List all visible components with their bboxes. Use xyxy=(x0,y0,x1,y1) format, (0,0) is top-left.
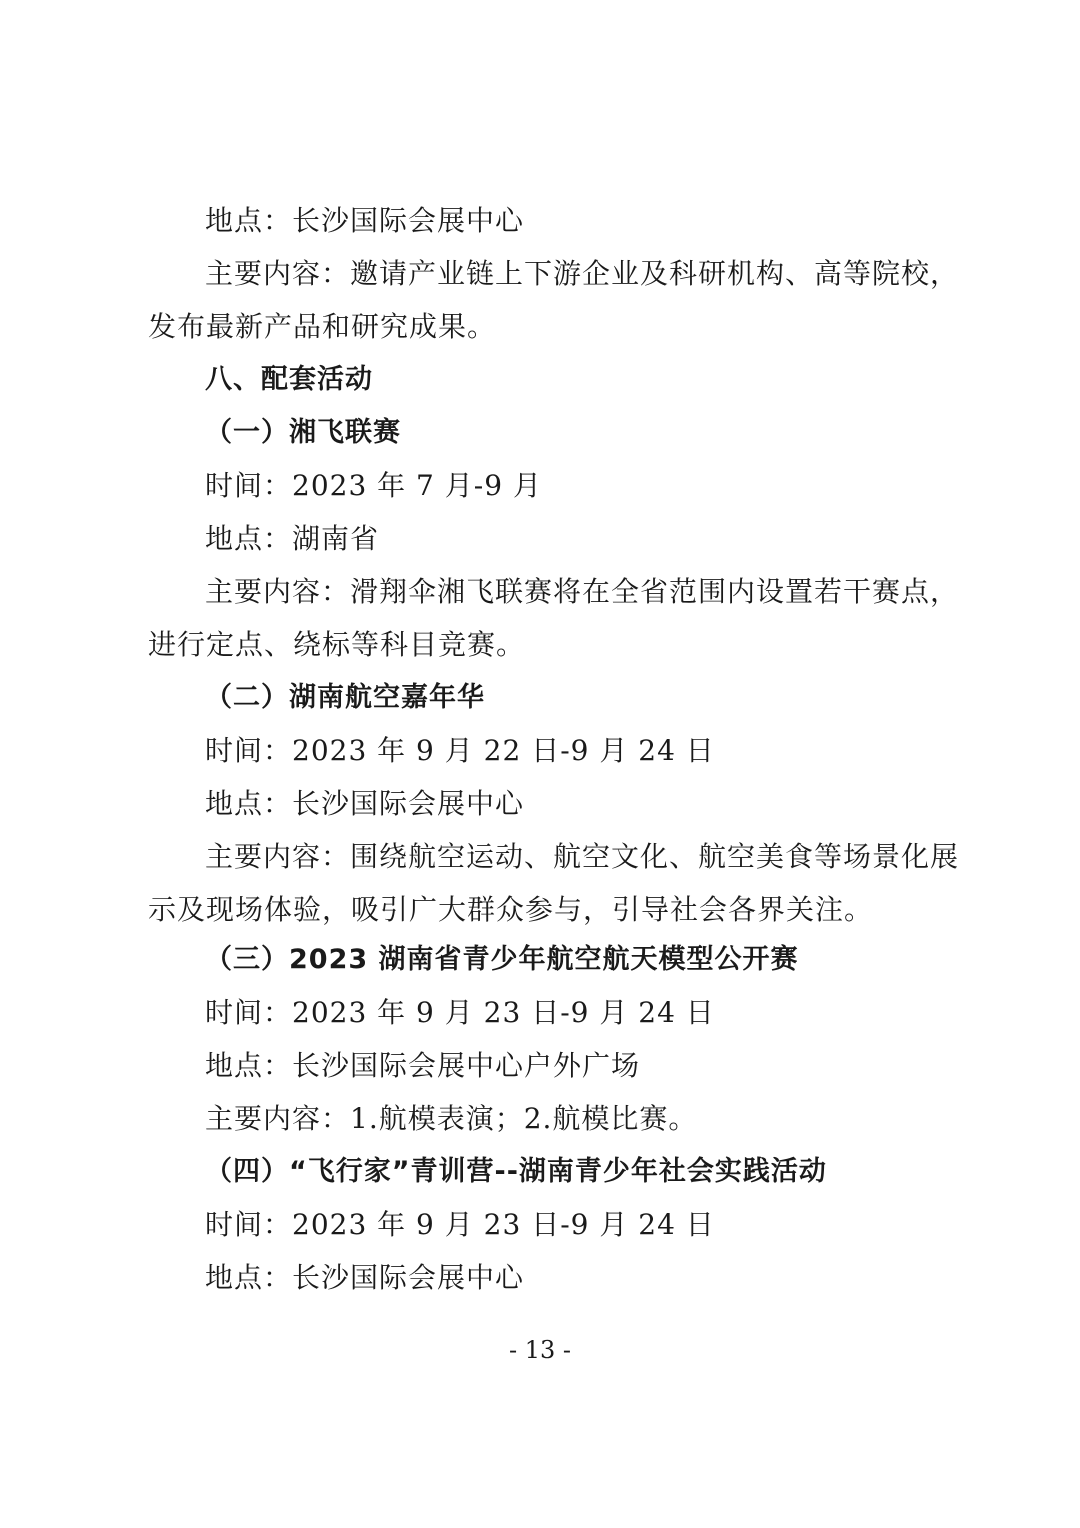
subsection-heading-4: （四）“飞行家”青训营--湖南青少年社会实践活动 xyxy=(205,1156,827,1187)
subsection-heading-2: （二）湖南航空嘉年华 xyxy=(205,682,485,713)
subsection-heading-1: （一）湘飞联赛 xyxy=(205,417,401,448)
content-line: 主要内容：1.航模表演；2.航模比赛。 xyxy=(205,1102,698,1135)
subsection-heading-3: （三）2023 湖南省青少年航空航天模型公开赛 xyxy=(205,944,799,975)
page-number: - 13 - xyxy=(508,1336,571,1364)
content-line: 主要内容：围绕航空运动、航空文化、航空美食等场景化展 xyxy=(205,840,960,873)
content-continuation-line: 发布最新产品和研究成果。 xyxy=(148,310,497,343)
time-line: 时间：2023 年 9 月 22 日-9 月 24 日 xyxy=(205,734,715,767)
time-line: 时间：2023 年 7 月-9 月 xyxy=(205,469,542,502)
venue-line: 地点：长沙国际会展中心 xyxy=(205,1261,525,1294)
venue-line: 地点：长沙国际会展中心 xyxy=(205,787,525,820)
time-line: 时间：2023 年 9 月 23 日-9 月 24 日 xyxy=(205,996,715,1029)
venue-line: 地点：长沙国际会展中心 xyxy=(205,204,525,237)
content-line: 主要内容：邀请产业链上下游企业及科研机构、高等院校， xyxy=(205,257,960,290)
content-line: 主要内容：滑翔伞湘飞联赛将在全省范围内设置若干赛点， xyxy=(205,575,960,608)
content-continuation-line: 进行定点、绕标等科目竞赛。 xyxy=(148,628,526,661)
time-line: 时间：2023 年 9 月 23 日-9 月 24 日 xyxy=(205,1208,715,1241)
content-continuation-line: 示及现场体验，吸引广大群众参与，引导社会各界关注。 xyxy=(148,893,874,926)
venue-line: 地点：长沙国际会展中心户外广场 xyxy=(205,1049,641,1082)
section-heading: 八、配套活动 xyxy=(205,364,373,395)
venue-line: 地点：湖南省 xyxy=(205,522,380,555)
